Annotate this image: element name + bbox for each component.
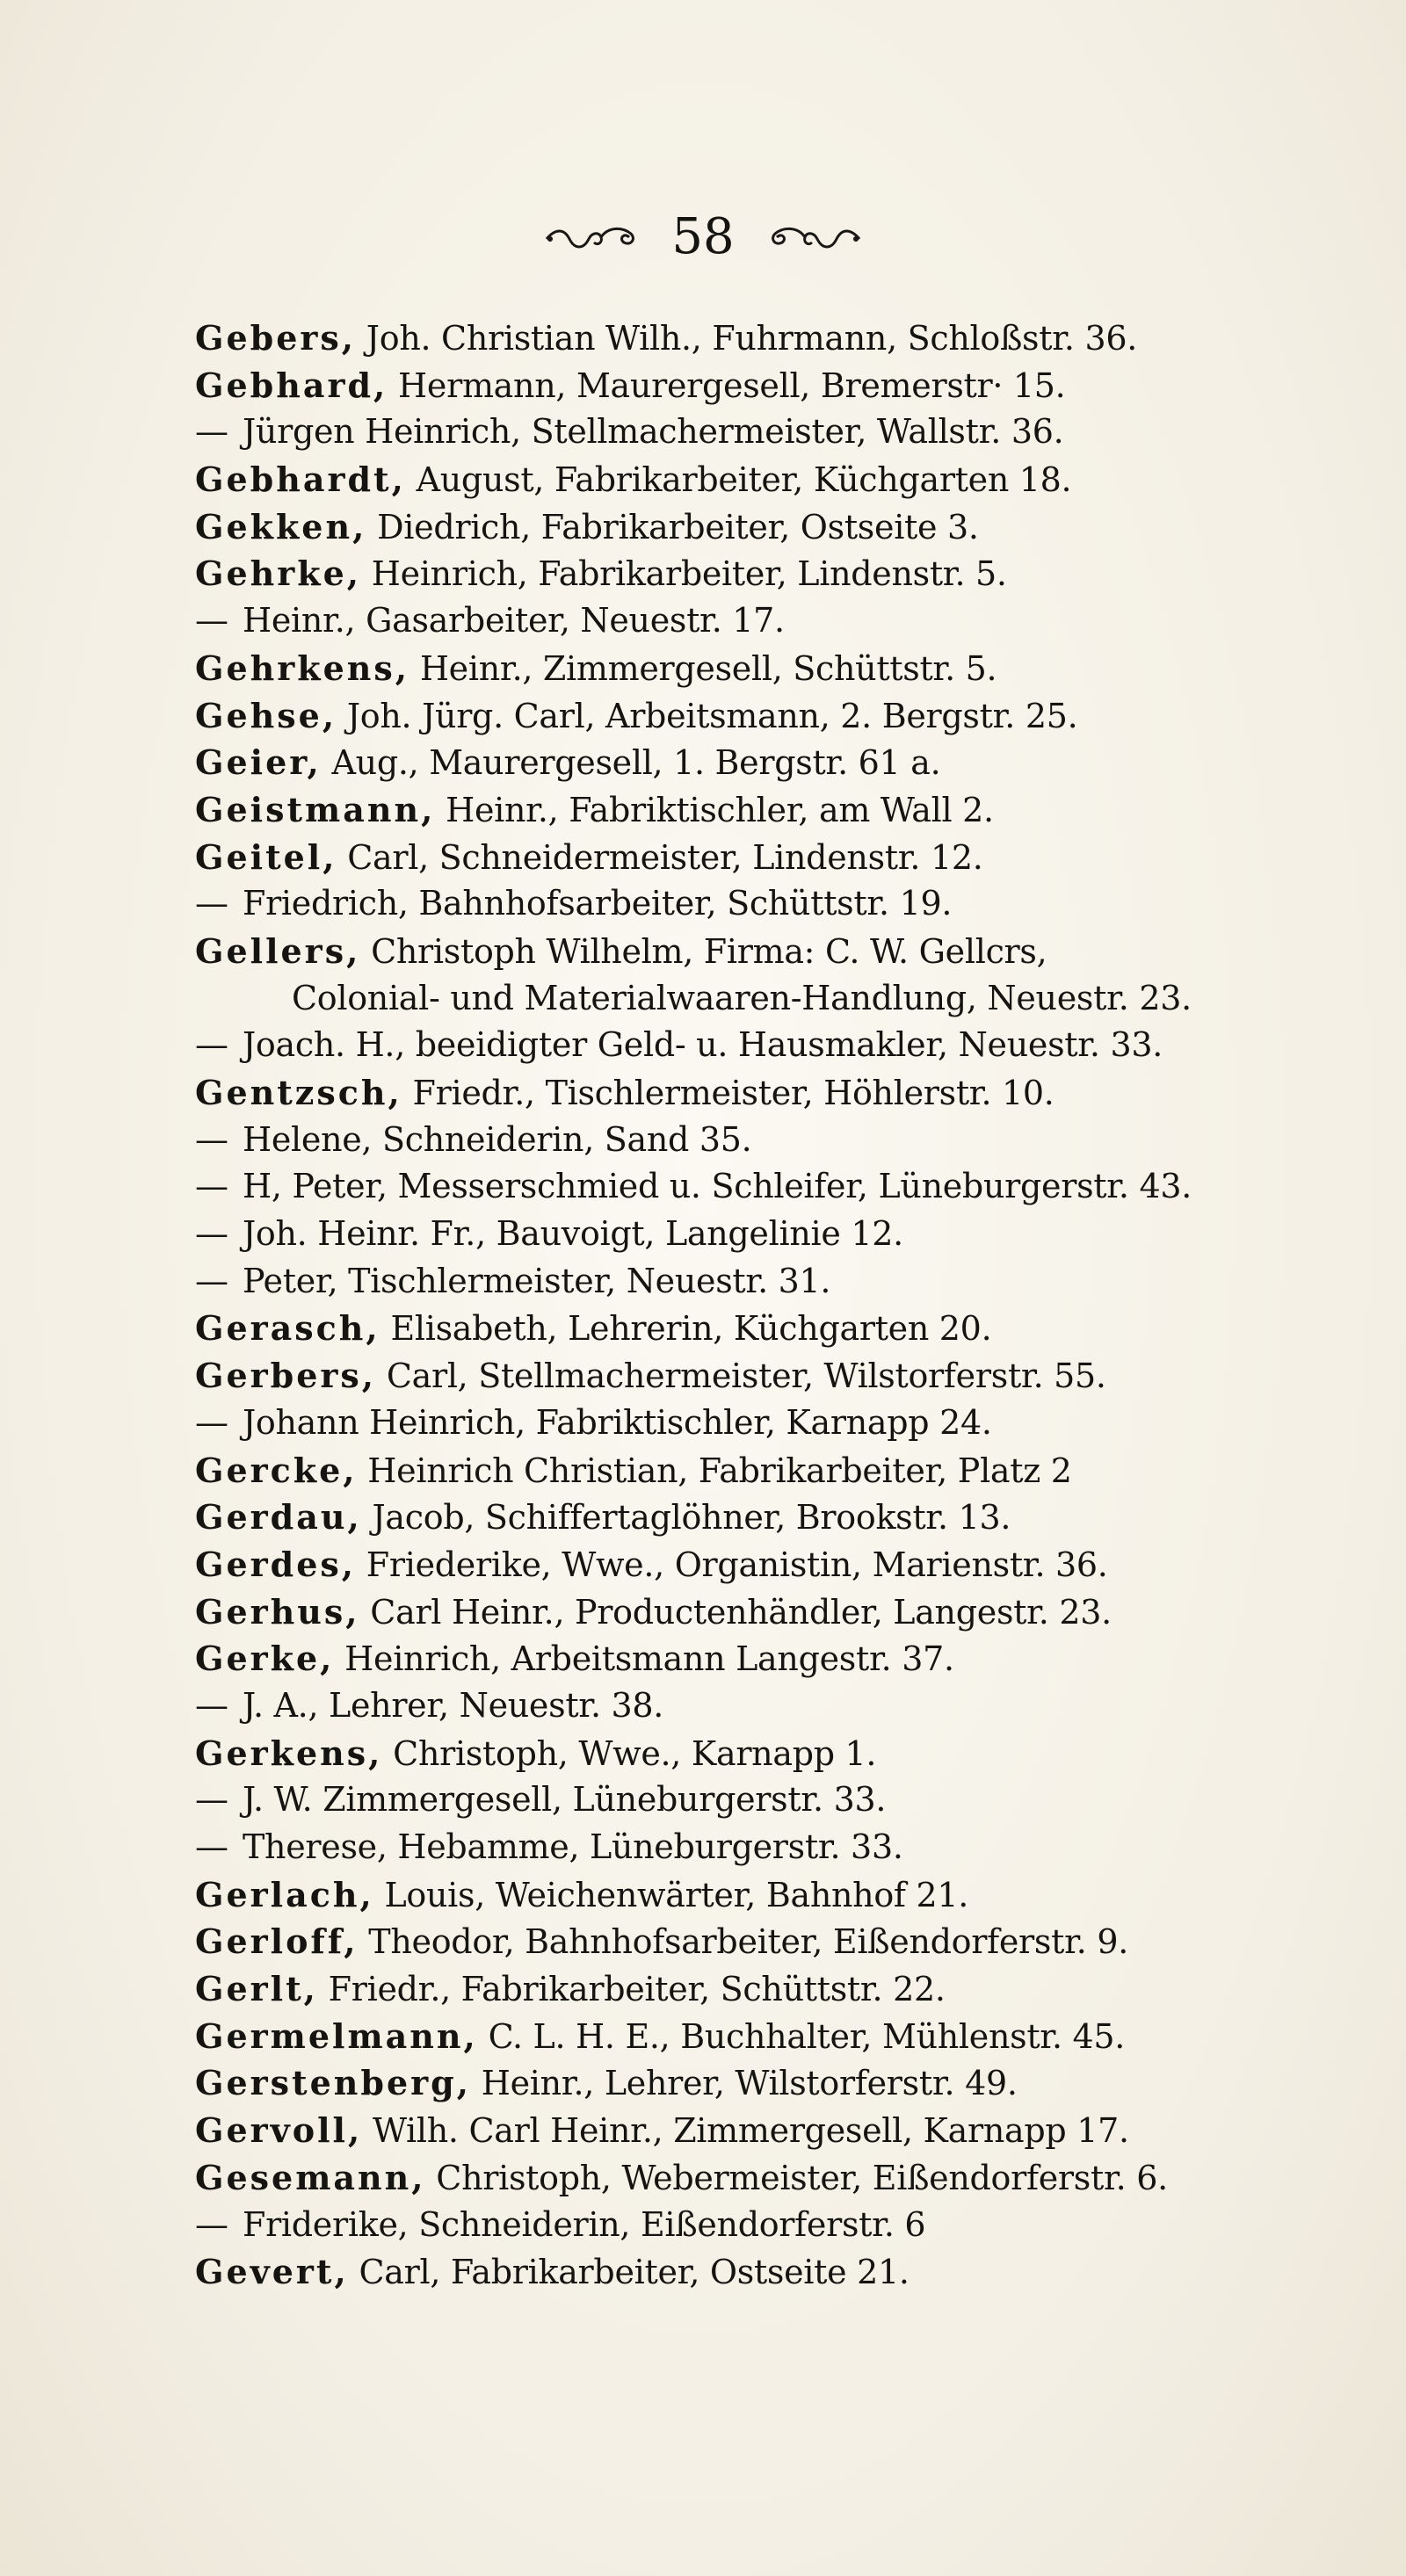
directory-entry — [195, 456, 1373, 503]
directory-entry — [195, 362, 1373, 409]
directory-entry — [195, 550, 1373, 597]
entry-surname: Gerloff, — [195, 1921, 359, 1962]
directory-entry — [195, 1022, 1373, 1069]
directory-entry — [195, 503, 1373, 551]
entry-surname: Geitel, — [195, 836, 337, 877]
entry-details: Carl, Stellmachermeister, Wilstorferstr. 55. — [376, 1357, 1106, 1396]
entry-surname: Gercke, — [195, 1450, 358, 1490]
directory-entry — [195, 739, 1373, 786]
entry-details: Diedrich, Fabrikarbeiter, Ostseite 3. — [366, 507, 979, 546]
directory-entry — [195, 1635, 1373, 1682]
directory-entry — [195, 692, 1373, 740]
entry-surname: Gekken, — [195, 506, 367, 546]
entry-surname: Gerlach, — [195, 1874, 374, 1914]
directory-entry — [195, 1541, 1373, 1588]
entry-surname: Gebhard, — [195, 365, 388, 405]
entry-surname: Gebers, — [195, 318, 357, 358]
entry-surname: Gevert, — [195, 2252, 349, 2292]
entry-details: Friedrich, Bahnhofsarbeiter, Schüttstr. 19. — [243, 884, 953, 923]
directory-entry — [195, 1447, 1373, 1494]
directory-entry — [195, 1400, 1373, 1447]
entry-surname: Geistmann, — [195, 789, 436, 829]
directory-entry — [195, 315, 1373, 362]
directory-entry — [195, 2107, 1373, 2154]
directory-entry — [195, 928, 1373, 975]
directory-entry-continuation — [195, 975, 1373, 1023]
directory-entry — [195, 1352, 1373, 1400]
directory-entry — [195, 1305, 1373, 1352]
directory-entry — [195, 645, 1373, 692]
entry-details: Jürgen Heinrich, Stellmachermeister, Wallstr. 36. — [243, 412, 1064, 452]
directory-entry — [195, 1776, 1373, 1824]
directory-entry — [195, 2059, 1373, 2107]
entry-details: Wilh. Carl Heinr., Zimmergesell, Karnapp 17. — [362, 2111, 1129, 2151]
directory-entry — [195, 1211, 1373, 1258]
directory-entry — [195, 1588, 1373, 1636]
entry-ditto-dash: — — [195, 1402, 228, 1442]
directory-entry — [195, 1730, 1373, 1777]
directory-entry — [195, 834, 1373, 881]
entry-details: Christoph Wilhelm, Firma: C. W. Gellcrs, — [360, 931, 1047, 971]
directory-entry — [195, 2013, 1373, 2060]
entry-details: Carl, Schneidermeister, Lindenstr. 12. — [337, 837, 983, 877]
entry-surname: Gerkens, — [195, 1733, 383, 1773]
entry-details: J. A., Lehrer, Neuestr. 38. — [243, 1685, 664, 1725]
entry-surname: Gerasch, — [195, 1308, 380, 1349]
directory-entry — [195, 1494, 1373, 1541]
entry-surname: Gerke, — [195, 1639, 335, 1679]
entry-surname: Gehse, — [195, 695, 337, 735]
directory-entry — [195, 1824, 1373, 1871]
entry-ditto-dash: — — [195, 884, 228, 923]
directory-entry — [195, 1258, 1373, 1306]
directory-entry — [195, 1871, 1373, 1919]
entry-details: Hermann, Maurergesell, Bremerstr· 15. — [388, 365, 1066, 405]
entry-details: Theodor, Bahnhofsarbeiter, Eißendorferstr. 9. — [358, 1922, 1128, 1962]
entry-details: Joh. Heinr. Fr., Bauvoigt, Langelinie 12. — [243, 1214, 903, 1254]
entry-details: Johann Heinrich, Fabriktischler, Karnapp 24. — [243, 1402, 992, 1442]
entry-details: H, Peter, Messerschmied u. Schleifer, Lüneburgerstr. 43. — [243, 1167, 1192, 1206]
entry-details: Colonial- und Materialwaaren-Handlung, Neuestr. 23. — [292, 978, 1192, 1017]
entry-details: Joh. Christian Wilh., Fuhrmann, Schloßstr. 36. — [356, 319, 1137, 358]
directory-entry — [195, 2248, 1373, 2296]
entry-details: Peter, Tischlermeister, Neuestr. 31. — [243, 1261, 831, 1300]
entry-details: Friederike, Wwe., Organistin, Marienstr. 36. — [356, 1545, 1108, 1584]
entry-details: J. W. Zimmergesell, Lüneburgerstr. 33. — [243, 1780, 887, 1820]
page-header — [0, 202, 1406, 272]
entry-details: August, Fabrikarbeiter, Küchgarten 18. — [405, 460, 1072, 500]
entry-details: C. L. H. E., Buchhalter, Mühlenstr. 45. — [477, 2016, 1126, 2056]
directory-entry — [195, 1117, 1373, 1164]
entry-surname: Gerdes, — [195, 1544, 357, 1584]
entry-ditto-dash: — — [195, 1214, 228, 1254]
entry-surname: Germelmann, — [195, 2015, 478, 2056]
entry-ditto-dash: — — [195, 601, 228, 640]
entry-surname: Gerlt, — [195, 1969, 318, 2009]
entry-surname: Gentzsch, — [195, 1073, 402, 1112]
directory-entry — [195, 1163, 1373, 1211]
entry-details: Jacob, Schiffertaglöhner, Brookstr. 13. — [361, 1498, 1011, 1538]
entry-details: Carl Heinr., Productenhändler, Langestr. 23. — [359, 1592, 1112, 1632]
entry-surname: Gervoll, — [195, 2110, 363, 2151]
directory-entry — [195, 880, 1373, 928]
entry-ditto-dash: — — [195, 1685, 228, 1725]
entry-details: Friderike, Schneiderin, Eißendorferstr. 6 — [243, 2204, 926, 2244]
entry-details: Heinr., Lehrer, Wilstorferstr. 49. — [470, 2064, 1018, 2103]
directory-entry — [195, 597, 1373, 645]
entry-surname: Gellers, — [195, 930, 361, 971]
entry-details: Joh. Jürg. Carl, Arbeitsmann, 2. Bergstr. 25. — [337, 696, 1078, 735]
entry-surname: Gesemann, — [195, 2157, 426, 2197]
entry-ditto-dash: — — [195, 1780, 228, 1820]
directory-entry — [195, 409, 1373, 456]
entry-ditto-dash: — — [195, 1261, 228, 1300]
directory-entry — [195, 2202, 1373, 2249]
entry-details: Heinr., Zimmergesell, Schüttstr. 5. — [409, 648, 997, 688]
entry-details: Heinrich Christian, Fabrikarbeiter, Platz 2 — [357, 1451, 1072, 1490]
ornament-left-icon — [543, 220, 640, 255]
entry-details: Carl, Fabrikarbeiter, Ostseite 21. — [348, 2253, 910, 2292]
entry-ditto-dash: — — [195, 1025, 228, 1065]
entry-details: Helene, Schneiderin, Sand 35. — [243, 1119, 752, 1159]
directory-entry — [195, 2154, 1373, 2202]
entry-details: Louis, Weichenwärter, Bahnhof 21. — [373, 1875, 969, 1914]
entry-details: Heinr., Gasarbeiter, Neuestr. 17. — [243, 601, 785, 640]
entry-details: Joach. H., beeidigter Geld- u. Hausmakler, Neuestr. 33. — [243, 1025, 1163, 1065]
entry-details: Friedr., Tischlermeister, Höhlerstr. 10. — [402, 1074, 1054, 1112]
entry-surname: Gebhardt, — [195, 459, 406, 500]
entry-details: Elisabeth, Lehrerin, Küchgarten 20. — [380, 1309, 992, 1349]
entry-ditto-dash: — — [195, 2204, 228, 2244]
entry-surname: Gehrkens, — [195, 648, 410, 688]
directory-entries — [195, 315, 1373, 2296]
directory-entry — [195, 1918, 1373, 1965]
entry-details: Christoph, Wwe., Karnapp 1. — [382, 1733, 877, 1773]
entry-ditto-dash: — — [195, 1119, 228, 1159]
directory-entry — [195, 1965, 1373, 2013]
page-number: 58 — [671, 208, 735, 265]
entry-surname: Gerhus, — [195, 1591, 360, 1632]
directory-entry — [195, 1069, 1373, 1117]
directory-entry — [195, 1682, 1373, 1730]
entry-ditto-dash: — — [195, 1827, 228, 1866]
entry-details: Aug., Maurergesell, 1. Bergstr. 61 a. — [321, 743, 941, 783]
entry-details: Christoph, Webermeister, Eißendorferstr. 6. — [425, 2158, 1168, 2197]
entry-details: Heinrich, Fabrikarbeiter, Lindenstr. 5. — [361, 554, 1007, 594]
entry-ditto-dash: — — [195, 412, 228, 452]
entry-details: Friedr., Fabrikarbeiter, Schüttstr. 22. — [317, 1970, 946, 2009]
entry-surname: Gerdau, — [195, 1497, 362, 1538]
directory-entry — [195, 786, 1373, 834]
entry-surname: Geier, — [195, 742, 322, 783]
entry-surname: Gehrke, — [195, 554, 362, 594]
entry-details: Heinr., Fabriktischler, am Wall 2. — [435, 790, 994, 829]
entry-surname: Gerbers, — [195, 1356, 377, 1396]
entry-details: Therese, Hebamme, Lüneburgerstr. 33. — [243, 1827, 903, 1866]
entry-ditto-dash: — — [195, 1167, 228, 1206]
entry-surname: Gerstenberg, — [195, 2063, 471, 2103]
entry-details: Heinrich, Arbeitsmann Langestr. 37. — [334, 1639, 954, 1679]
ornament-right-icon — [766, 220, 863, 255]
